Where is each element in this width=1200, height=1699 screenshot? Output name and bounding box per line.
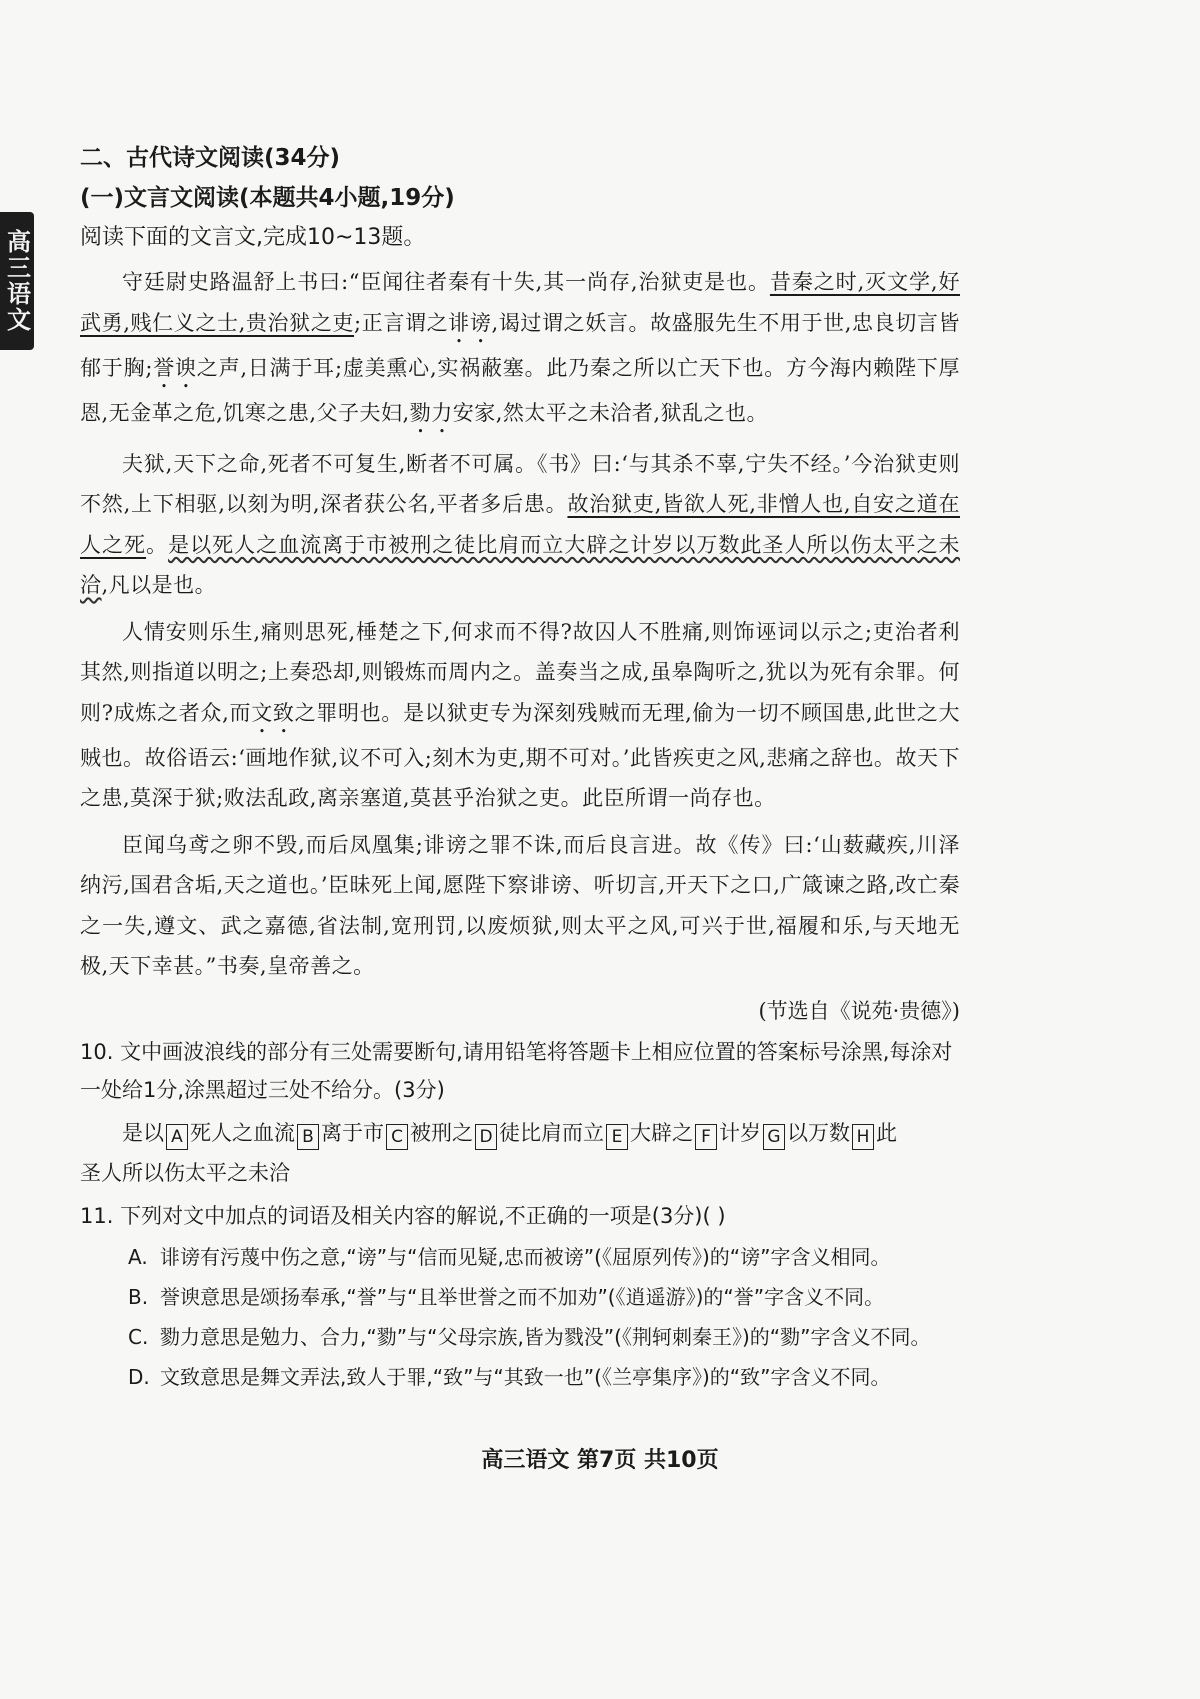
option-b[interactable]	[80, 1279, 960, 1316]
side-tab	[0, 212, 34, 350]
q10-seg: 以万数	[787, 1120, 850, 1145]
p2-underlined-sentence: 故治狱吏,皆欲人死,非憎人也,自安之道在人之死	[80, 492, 960, 557]
option-text: 勠力意思是勉力、合力,“勠”与“父母宗族,皆为戮没”(《荆轲刺秦王》)的“勠”字含义不同。	[160, 1324, 931, 1349]
dotted-word-luli: 勠力	[409, 400, 453, 425]
q10-seg: 是以	[122, 1120, 164, 1145]
p1-text-c: ,谒过谓之妖言。故盛服先生不用于世,忠良切言皆郁于胸;	[80, 310, 960, 380]
answer-box-b[interactable]: B	[297, 1124, 319, 1150]
answer-box-e[interactable]: E	[606, 1124, 628, 1150]
answer-box-g[interactable]: G	[763, 1124, 785, 1150]
answer-box-h[interactable]: H	[852, 1124, 874, 1150]
answer-box-c[interactable]: C	[386, 1124, 408, 1150]
p1-text-d: 之声,日满于耳;虚美熏心,实祸蔽塞。此乃秦之所以亡天下也。方今海内赖陛下厚恩,无金革之危,饥寒之患,父子夫妇,	[80, 355, 960, 425]
p3-text-b: 之罪明也。是以狱吏专为深刻残贼而无理,偷为一切不顾国患,此世之大贼也。故俗语云:‘画地作狱,议不可入;刻木为吏,期不可对。’此皆疾吏之风,悲痛之辞也。故天下之患,莫深于狱;败法乱政,离亲塞道,莫甚乎治狱之吏。此臣所谓一尚存也。	[80, 700, 960, 810]
p2-text-a: 夫狱,天下之命,死者不可复生,断者不可属。《书》曰:‘与其杀不辜,宁失不经。’今治狱吏则不然,上下相驱,以刻为明,深者获公名,平者多后患。	[80, 451, 960, 516]
wavy-underlined-passage: 是以死人之血流离于市被刑之徒比肩而立大辟之计岁以万数此圣人所以伤太平之未洽	[80, 532, 961, 597]
q10-seg: 此	[876, 1120, 897, 1145]
subsection-title: (一)文言文阅读(本题共4小题,19分)	[80, 185, 455, 211]
dotted-word-wenzhi: 文致	[251, 700, 295, 725]
dotted-word-yuyu: 誉谀	[152, 355, 197, 380]
instruction: 阅读下面的文言文,完成10~13题。	[80, 225, 426, 250]
option-key: D.	[128, 1364, 150, 1389]
p1-text-b: ;正言谓之	[354, 310, 449, 335]
p3-text-a: 人情安则乐生,痛则思死,棰楚之下,何求而不得?故囚人不胜痛,则饰诬词以示之;吏治者利其然,则指道以明之;上奏恐却,则锻炼而周内之。盖奏当之成,虽皋陶听之,犹以为死有余罪。何则?成炼之者众,而	[80, 619, 960, 725]
p1-text-a: 守廷尉史路温舒上书曰:“臣闻往者秦有十失,其一尚存,治狱吏是也。	[122, 270, 770, 294]
answer-box-f[interactable]: F	[695, 1124, 717, 1150]
passage-paragraph-3	[80, 612, 960, 819]
question-10-sentence-tail: 圣人所以伤太平之未洽	[80, 1160, 290, 1185]
question-11-options	[80, 1239, 960, 1396]
p1-text-e: 安家,然太平之未洽者,狱乱之也。	[452, 400, 769, 425]
passage-paragraph-2	[80, 444, 960, 606]
answer-box-d[interactable]: D	[475, 1124, 497, 1150]
answer-box-a[interactable]: A	[166, 1124, 188, 1150]
option-a[interactable]	[80, 1239, 960, 1276]
side-tab-label: 高三语文	[2, 229, 31, 333]
section-title: 二、古代诗文阅读(34分)	[80, 145, 341, 171]
option-d[interactable]	[80, 1359, 960, 1396]
dotted-word-feibang: 诽谤	[448, 310, 492, 335]
q10-seg: 计岁	[719, 1120, 761, 1145]
content	[80, 140, 960, 1396]
page-footer: 高三语文 第7页 共10页	[481, 1448, 719, 1473]
question-11-stem: 11. 下列对文中加点的词语及相关内容的解说,不正确的一项是(3分)( )	[80, 1203, 726, 1228]
q10-seg: 死人之血流	[190, 1120, 295, 1145]
option-key: B.	[128, 1284, 149, 1309]
q10-seg: 被刑之	[410, 1120, 473, 1145]
passage-paragraph-1	[80, 262, 960, 438]
q10-seg: 徒比肩而立	[499, 1120, 604, 1145]
p1-underlined-sentence: 昔秦之时,灭文学,好武勇,贱仁义之士,贵治狱之吏	[80, 270, 960, 335]
option-text: 誉谀意思是颂扬奉承,“誉”与“且举世誉之而不加劝”(《逍遥游》)的“誉”字含义不同。	[160, 1284, 885, 1309]
question-10-sentence	[80, 1113, 960, 1153]
p2-text-c: ,凡以是也。	[101, 573, 217, 597]
source-citation: (节选自《说苑·贵德》)	[758, 998, 960, 1023]
question-10-stem: 10. 文中画波浪线的部分有三处需要断句,请用铅笔将答题卡上相应位置的答案标号涂黑,每涂对一处给1分,涂黑超过三处不给分。(3分)	[80, 1039, 953, 1102]
q10-seg: 离于市	[321, 1120, 384, 1145]
option-text: 文致意思是舞文弄法,致人于罪,“致”与“其致一也”(《兰亭集序》)的“致”字含义不同。	[160, 1364, 891, 1389]
passage-paragraph-4: 臣闻乌鸢之卵不毁,而后凤凰集;诽谤之罪不诛,而后良言进。故《传》曰:‘山薮藏疾,川泽纳污,国君含垢,天之道也。’臣昧死上闻,愿陛下察诽谤、听切言,开天下之口,广箴谏之路,改亡秦之一失,遵文、武之嘉德,省法制,宽刑罚,以废烦狱,则太平之风,可兴于世,福履和乐,与天地无极,天下幸甚。”书奏,皇帝善之。	[80, 832, 960, 978]
option-key: A.	[128, 1244, 148, 1269]
q10-seg: 大辟之	[630, 1120, 693, 1145]
option-c[interactable]	[80, 1319, 960, 1356]
option-key: C.	[128, 1324, 149, 1349]
p2-text-b: 。	[146, 532, 169, 557]
option-text: 诽谤有污蔑中伤之意,“谤”与“信而见疑,忠而被谤”(《屈原列传》)的“谤”字含义相同。	[160, 1244, 891, 1269]
